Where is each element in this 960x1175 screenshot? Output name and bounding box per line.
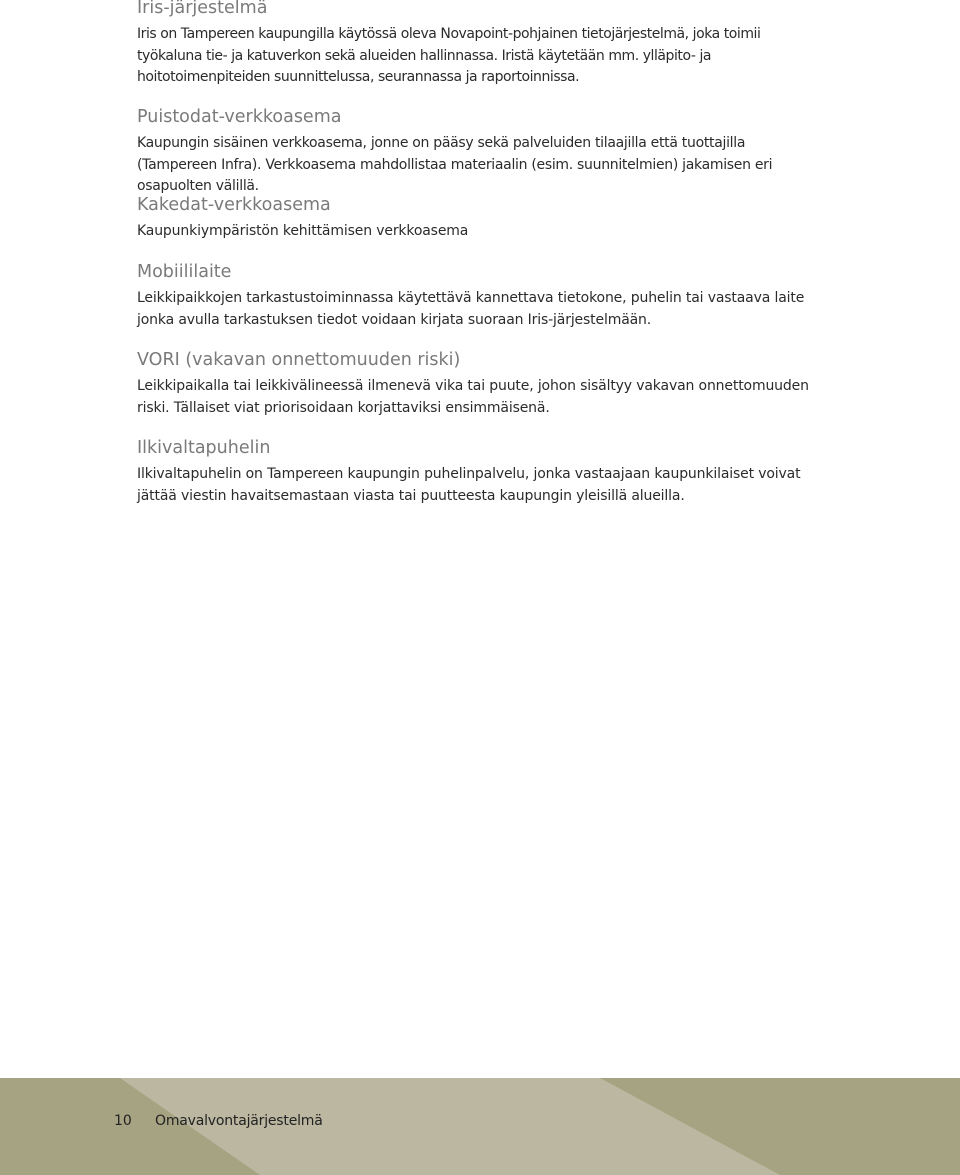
section-heading: Iris-järjestelmä — [137, 0, 268, 18]
section-vori — [137, 349, 827, 419]
section-body: Ilkivaltapuhelin on Tampereen kaupungin puhelinpalvelu, jonka vastaajaan kaupunkilaiset voivat jättää viestin havaitsemastaan viasta tai puutteesta kaupungin yleisillä alueilla. — [137, 466, 801, 504]
section-heading: Kakedat-verkkoasema — [137, 195, 331, 215]
section-heading: Ilkivaltapuhelin — [137, 438, 271, 458]
section-heading: Mobiililaite — [137, 262, 232, 282]
section-puistodat — [137, 106, 827, 198]
section-heading: Puistodat-verkkoasema — [137, 107, 342, 127]
section-body: Leikkipaikalla tai leikkivälineessä ilmenevä vika tai puute, johon sisältyy vakavan onnettomuuden riski. Tällaiset viat priorisoidaan korjattaviksi ensimmäisenä. — [137, 378, 809, 416]
section-heading: VORI (vakavan onnettomuuden riski) — [137, 350, 461, 370]
section-body: Kaupunkiympäristön kehittämisen verkkoasema — [137, 223, 469, 239]
footer-band — [0, 1078, 960, 1175]
section-body: Kaupungin sisäinen verkkoasema, jonne on pääsy sekä palveluiden tilaajilla että tuottajilla (Tampereen Infra). Verkkoasema mahdollistaa materiaalin (esim. suunnitelmien) jakamisen eri osapuolten välillä. — [137, 135, 773, 194]
section-iris — [137, 0, 827, 89]
section-body: Leikkipaikkojen tarkastustoiminnassa käytettävä kannettava tietokone, puhelin tai vastaava laite jonka avulla tarkastuksen tiedot voidaan kirjata suoraan Iris-järjestelmään. — [137, 290, 805, 328]
section-body: Iris on Tampereen kaupungilla käytössä oleva Novapoint-pohjainen tietojärjestelmä, joka toimii työkaluna tie- ja katuverkon sekä alueiden hallinnassa. Iristä käytetään mm. ylläpito- ja hoitotoimenpiteiden suunnittelussa, seurannassa ja raportoinnissa. — [137, 26, 761, 85]
footer-decoration — [0, 1078, 960, 1175]
document-title: Omavalvontajärjestelmä — [155, 1113, 323, 1129]
section-ilkivaltapuhelin — [137, 437, 827, 507]
page-number: 10 — [114, 1113, 132, 1129]
section-mobiililaite — [137, 261, 827, 331]
section-kakedat — [137, 194, 468, 243]
